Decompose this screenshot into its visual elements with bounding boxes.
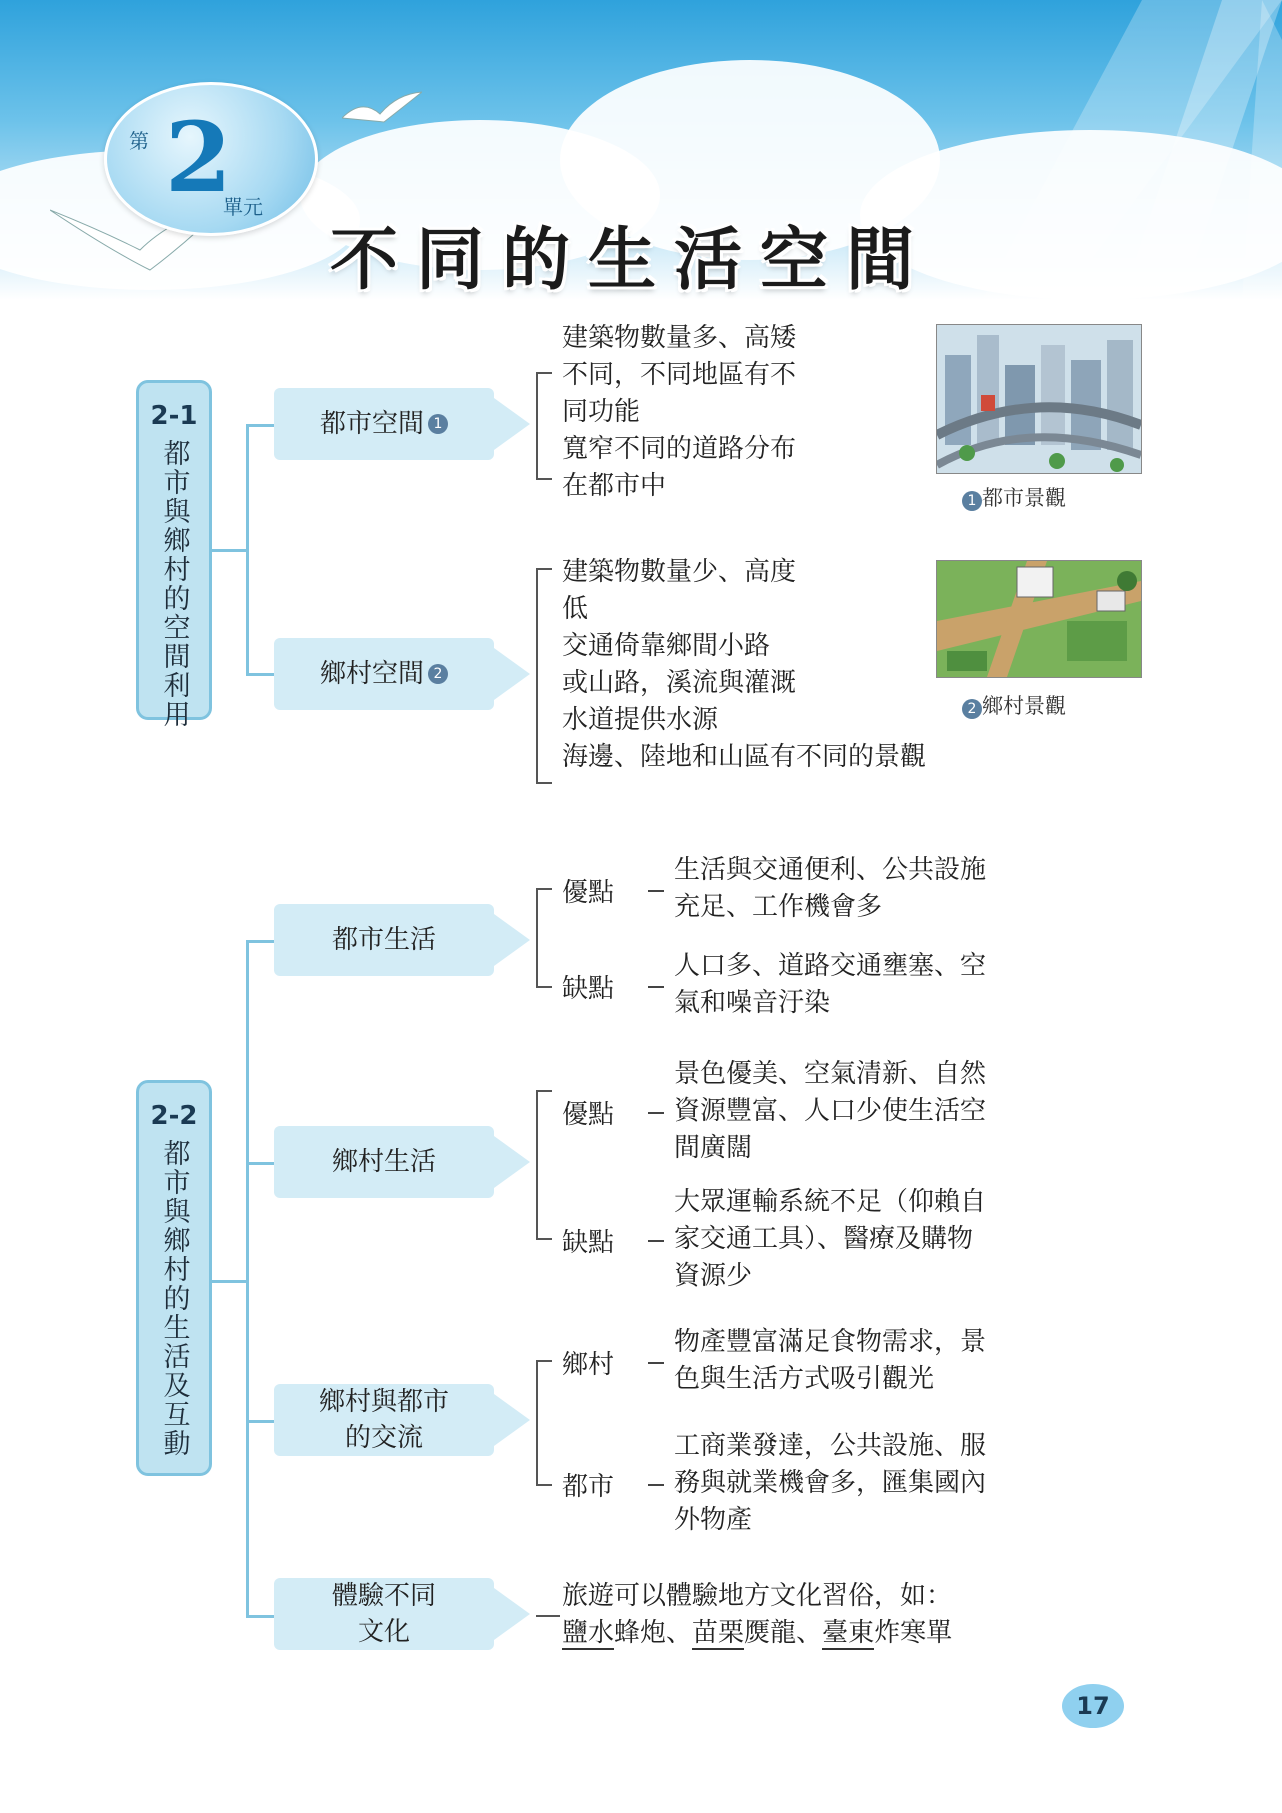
pro-label: 優點 bbox=[562, 1100, 615, 1130]
separator: 、 bbox=[796, 1618, 823, 1648]
detail-line: 景色優美、空氣清新、自然 bbox=[674, 1059, 987, 1089]
rural-pro-text bbox=[674, 1056, 986, 1167]
topic-city-life: 都市生活 bbox=[274, 904, 494, 976]
bracket bbox=[536, 372, 552, 480]
section-box-2-1 bbox=[136, 380, 212, 729]
detail-line: 氣和噪音汙染 bbox=[674, 988, 831, 1018]
figure-badge: 1 bbox=[428, 414, 448, 434]
connector bbox=[246, 940, 274, 943]
page-title: 不同的生活空間 bbox=[330, 221, 933, 300]
topic-city-space bbox=[274, 388, 494, 460]
section-title: 都市與鄉村的生活及互動 bbox=[158, 1139, 190, 1458]
section-title: 都市與鄉村的空間利用 bbox=[158, 439, 190, 729]
dash bbox=[648, 1240, 664, 1242]
city-image-caption bbox=[958, 482, 1066, 512]
detail-line: 建築物數量少、高度 bbox=[562, 557, 797, 587]
detail-line: 不同，不同地區有不 bbox=[562, 360, 797, 390]
bracket bbox=[536, 888, 552, 988]
rural-landscape-image bbox=[936, 560, 1142, 678]
detail-line: 低 bbox=[562, 594, 589, 624]
detail-line: 建築物數量多、高矮 bbox=[562, 323, 797, 353]
rural-space-details bbox=[562, 554, 926, 776]
detail-line bbox=[562, 1615, 952, 1652]
detail-line: 物產豐富滿足食物需求，景 bbox=[674, 1327, 987, 1357]
place-name: 苗栗 bbox=[692, 1618, 745, 1648]
section-code: 2-1 bbox=[150, 401, 198, 431]
detail-line: 資源少 bbox=[674, 1261, 753, 1291]
city-label: 都市 bbox=[562, 1472, 615, 1502]
figure-badge: 2 bbox=[428, 664, 448, 684]
bracket bbox=[536, 568, 552, 784]
connector bbox=[212, 1280, 248, 1283]
detail-line: 水道提供水源 bbox=[562, 705, 719, 735]
detail-line: 大眾運輸系統不足（仰賴自 bbox=[674, 1187, 987, 1217]
detail-line: 寬窄不同的道路分布 bbox=[562, 434, 797, 464]
topic-label: 鄉村空間 bbox=[319, 659, 424, 689]
page-number: 17 bbox=[1062, 1684, 1124, 1728]
rural-con-text bbox=[674, 1184, 986, 1295]
detail-line: 外物產 bbox=[674, 1505, 753, 1535]
light-rays bbox=[922, 0, 1282, 300]
connector bbox=[536, 1615, 560, 1617]
bracket bbox=[536, 1360, 552, 1486]
connector bbox=[246, 940, 249, 1618]
detail-line: 在都市中 bbox=[562, 471, 667, 501]
detail-line: 旅遊可以體驗地方文化習俗，如： bbox=[562, 1581, 953, 1611]
place-name: 臺東 bbox=[822, 1618, 875, 1648]
detail-line: 同功能 bbox=[562, 397, 641, 427]
unit-badge bbox=[104, 82, 318, 236]
dash bbox=[648, 986, 664, 988]
unit-number: 2 bbox=[165, 101, 232, 214]
topic-rural-space bbox=[274, 638, 494, 710]
connector bbox=[246, 1162, 274, 1165]
detail-line: 資源豐富、人口少使生活空 bbox=[674, 1096, 987, 1126]
unit-prefix: 第 bbox=[129, 129, 149, 153]
topic-experience-culture bbox=[274, 1578, 494, 1650]
detail-line: 充足、工作機會多 bbox=[674, 892, 883, 922]
detail-line: 間廣闊 bbox=[674, 1133, 753, 1163]
bracket bbox=[536, 1090, 552, 1240]
figure-badge: 2 bbox=[962, 699, 982, 719]
city-con-text bbox=[674, 948, 986, 1022]
caption-text: 鄉村景觀 bbox=[982, 694, 1066, 718]
dash bbox=[648, 1362, 664, 1364]
dash bbox=[648, 1112, 664, 1114]
connector bbox=[246, 1420, 274, 1423]
topic-label: 都市空間 bbox=[319, 409, 424, 439]
detail-line: 生活與交通便利、公共設施 bbox=[674, 855, 987, 885]
connector bbox=[246, 1615, 274, 1618]
topic-label: 鄉村與都市 bbox=[318, 1387, 449, 1417]
culture-text bbox=[562, 1578, 952, 1652]
topic-label: 文化 bbox=[357, 1617, 410, 1647]
festival-name: 㷳龍 bbox=[744, 1618, 797, 1648]
con-label: 缺點 bbox=[562, 974, 615, 1004]
connector bbox=[212, 549, 248, 552]
detail-line: 人口多、道路交通壅塞、空 bbox=[674, 951, 987, 981]
detail-line: 務與就業機會多，匯集國內 bbox=[674, 1468, 987, 1498]
figure-badge: 1 bbox=[962, 491, 982, 511]
connector bbox=[246, 424, 274, 427]
city-pro-text bbox=[674, 852, 986, 926]
topic-label: 體驗不同 bbox=[331, 1581, 436, 1611]
rural-image-caption bbox=[958, 690, 1066, 720]
dash bbox=[648, 890, 664, 892]
dash bbox=[648, 1484, 664, 1486]
detail-line: 色與生活方式吸引觀光 bbox=[674, 1364, 935, 1394]
festival-name: 蜂炮 bbox=[614, 1618, 667, 1648]
detail-line: 海邊、陸地和山區有不同的景觀 bbox=[562, 742, 927, 772]
section-code: 2-2 bbox=[150, 1101, 198, 1131]
seagull-icon bbox=[342, 88, 422, 128]
con-label: 缺點 bbox=[562, 1228, 615, 1258]
header-banner bbox=[0, 0, 1282, 300]
connector bbox=[246, 673, 274, 676]
place-name: 鹽水 bbox=[562, 1618, 615, 1648]
connector bbox=[246, 424, 249, 676]
city-space-details bbox=[562, 320, 796, 505]
topic-rural-life: 鄉村生活 bbox=[274, 1126, 494, 1198]
section-box-2-2 bbox=[136, 1080, 212, 1476]
rural-label: 鄉村 bbox=[562, 1350, 615, 1380]
detail-line: 工商業發達，公共設施、服 bbox=[674, 1431, 987, 1461]
separator: 、 bbox=[666, 1618, 693, 1648]
pro-label: 優點 bbox=[562, 878, 615, 908]
festival-name: 炸寒單 bbox=[874, 1618, 953, 1648]
detail-line: 或山路，溪流與灌溉 bbox=[562, 668, 797, 698]
topic-label: 的交流 bbox=[344, 1423, 423, 1453]
exchange-rural-text bbox=[674, 1324, 986, 1398]
detail-line: 家交通工具）、醫療及購物 bbox=[674, 1224, 974, 1254]
exchange-city-text bbox=[674, 1428, 986, 1539]
detail-line: 交通倚靠鄉間小路 bbox=[562, 631, 771, 661]
unit-suffix: 單元 bbox=[223, 195, 263, 219]
caption-text: 都市景觀 bbox=[982, 486, 1066, 510]
topic-rural-city-exchange bbox=[274, 1384, 494, 1456]
city-landscape-image bbox=[936, 324, 1142, 474]
